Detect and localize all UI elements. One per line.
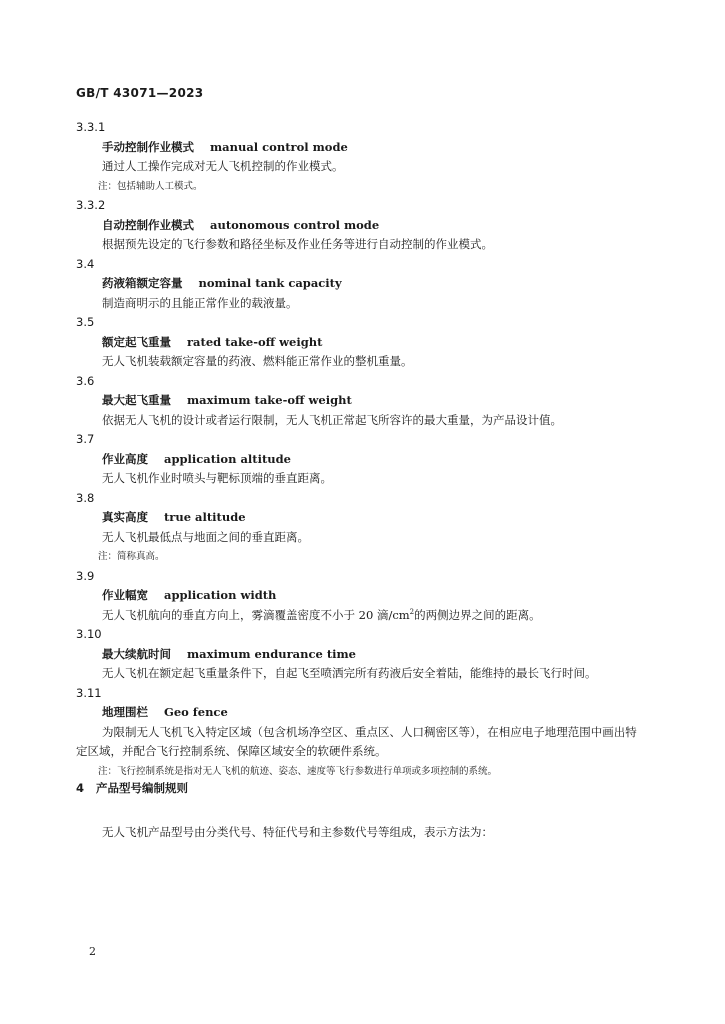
term-cn: 作业高度: [102, 451, 148, 466]
term-number: 3.6: [76, 373, 95, 388]
section-heading: [76, 780, 188, 796]
term-definition: 无人飞机作业时喷头与靶标顶端的垂直距离。: [102, 471, 332, 485]
term-entry-3-5: [76, 313, 656, 372]
term-title: [76, 508, 656, 528]
superscript-exponent: 2: [409, 607, 415, 616]
term-en: true altitude: [164, 510, 246, 524]
terms-list: [76, 118, 656, 781]
section-title: 产品型号编制规则: [96, 781, 189, 795]
term-en: manual control mode: [210, 139, 348, 154]
term-entry-3-10: [76, 625, 656, 684]
term-definition: 制造商明示的且能正常作业的载液量。: [102, 295, 298, 310]
term-entry-3-7: [76, 430, 656, 489]
term-number: 3.10: [76, 627, 102, 641]
term-definition: 无人飞机装载额定容量的药液、燃料能正常作业的整机重量。: [102, 354, 413, 368]
term-definition: 根据预先设定的飞行参数和路径坐标及作业任务等进行自动控制的作业模式。: [102, 237, 493, 251]
term-entry-3-11: [76, 684, 656, 782]
term-en: nominal tank capacity: [198, 276, 342, 290]
standard-code: GB/T 43071—2023: [76, 86, 204, 100]
term-cn: 最大起飞重量: [102, 393, 171, 407]
term-note: 注：简称真高。: [98, 551, 165, 562]
term-en: rated take-off weight: [187, 334, 323, 349]
term-title: [76, 645, 656, 665]
term-entry-3-8: [76, 489, 656, 567]
term-title: [76, 333, 656, 353]
term-cn: 自动控制作业模式: [102, 217, 194, 232]
definition-text: 的两侧边界之间的距离。: [414, 607, 541, 622]
term-note: 注：包括辅助人工模式。: [98, 180, 203, 192]
term-cn: 手动控制作业模式: [102, 139, 194, 154]
term-number: 3.11: [76, 685, 102, 700]
term-number: 3.9: [76, 568, 95, 583]
page-number: 2: [89, 945, 96, 958]
term-cn: 药液箱额定容量: [102, 276, 183, 290]
term-entry-3-3-2: [76, 196, 656, 255]
term-note: 注：飞行控制系统是指对无人飞机的航迹、姿态、速度等飞行参数进行单项或多项控制的系统。: [98, 765, 498, 777]
term-en: autonomous control mode: [210, 217, 380, 232]
term-title: [76, 391, 656, 411]
term-en: application altitude: [164, 451, 291, 466]
term-en: Geo fence: [164, 705, 228, 719]
term-definition: 依据无人飞机的设计或者运行限制，无人飞机正常起飞所容许的最大重量，为产品设计值。: [102, 412, 562, 427]
term-definition: 为限制无人飞机飞入特定区域（包含机场净空区、重点区、人口稠密区等），在相应电子地理范围中画出特定区域，并配合飞行控制系统、保障区域安全的软硬件系统。: [76, 724, 637, 758]
term-title: [76, 450, 656, 470]
term-number: 3.8: [76, 490, 95, 505]
definition-text: 无人飞机航向的垂直方向上，雾滴覆盖密度不小于 20 滴/cm: [102, 607, 410, 622]
term-number: 3.4: [76, 256, 95, 271]
section-paragraph: 无人飞机产品型号由分类代号、特征代号和主参数代号等组成，表示方法为：: [102, 825, 493, 839]
term-cn: 真实高度: [102, 510, 148, 524]
term-en: application width: [164, 588, 277, 602]
term-title: [76, 138, 656, 158]
term-number: 3.3.2: [76, 198, 106, 212]
term-number: 3.3.1: [76, 120, 106, 134]
term-entry-3-6: [76, 372, 656, 431]
term-cn: 作业幅宽: [102, 588, 148, 602]
term-definition: 无人飞机最低点与地面之间的垂直距离。: [102, 529, 309, 544]
term-en: maximum take-off weight: [187, 393, 352, 407]
term-title: [76, 586, 656, 606]
term-entry-3-4: [76, 255, 656, 314]
term-cn: 最大续航时间: [102, 646, 171, 661]
term-title: [76, 703, 656, 723]
term-en: maximum endurance time: [187, 646, 356, 661]
term-cn: 额定起飞重量: [102, 334, 171, 349]
term-number: 3.5: [76, 315, 95, 329]
term-definition: [76, 606, 656, 626]
term-entry-3-9: [76, 567, 656, 626]
term-title: [76, 274, 656, 294]
term-number: 3.7: [76, 432, 95, 446]
term-cn: 地理围栏: [102, 705, 148, 719]
term-definition: 通过人工操作完成对无人飞机控制的作业模式。: [102, 159, 344, 173]
term-definition: 无人飞机在额定起飞重量条件下，自起飞至喷洒完所有药液后安全着陆，能维持的最长飞行时间。: [102, 666, 597, 680]
term-entry-3-3-1: [76, 118, 656, 196]
term-title: [76, 216, 656, 236]
section-number: 4: [76, 781, 85, 795]
